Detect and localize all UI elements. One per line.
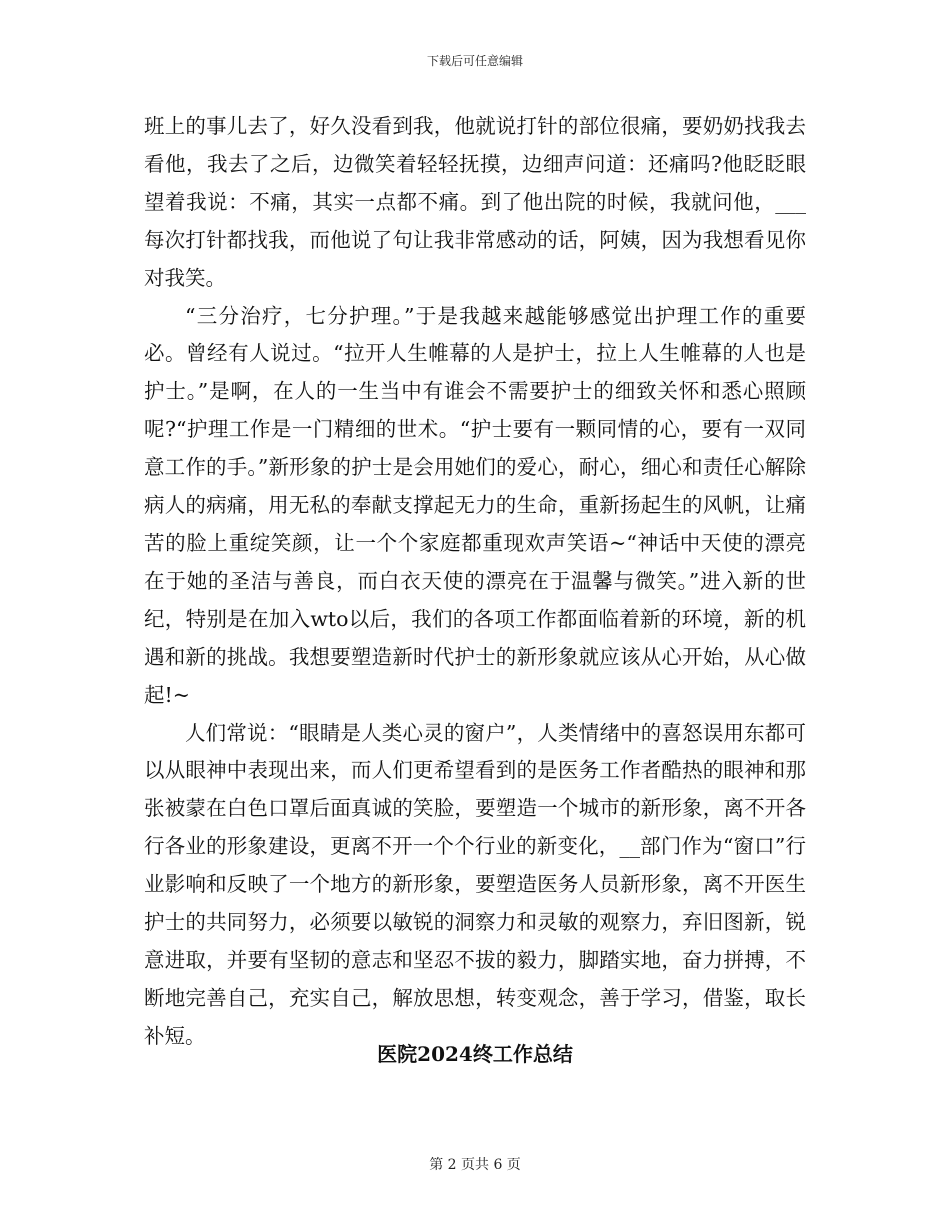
- body-paragraph-3: 人们常说：“眼睛是人类心灵的窗户”，人类情绪中的喜怒误用东都可以从眼神中表现出来，而人们更希望看到的是医务工作者酷热的眼神和那张被蒙在白色口罩后面真诚的笑脸，要塑造一个城市的新形象，离不开各行各业的形象建设，更离不开一个个行业的新变化，__部门作为“窗口”行业影响和反映了一个地方的新形象，要塑造医务人员新形象，离不开医生护士的共同努力，必须要以敏锐的洞察力和灵敏的观察力，弃旧图新，锐意进取，并要有坚韧的意志和坚忍不拔的毅力，脚踏实地，奋力拼搏，不断地完善自己，充实自己，解放思想，转变观念，善于学习，借鉴，取长补短。: [144, 720, 806, 1048]
- body-paragraph-2: “三分治疗，七分护理。”于是我越来越能够感觉出护理工作的重要必。曾经有人说过。“拉开人生帷幕的人是护士，拉上人生帷幕的人也是护士。”是啊，在人的一生当中有谁会不需要护士的细致关怀和悉心照顾呢?“护理工作是一门精细的世术。“护士要有一颗同情的心，要有一双同意工作的手。”新形象的护士是会用她们的爱心，耐心，细心和责任心解除病人的病痛，用无私的奉献支撑起无力的生命，重新扬起生的风帆，让痛苦的脸上重绽笑颜，让一个个家庭都重现欢声笑语~“神话中天使的漂亮在于她的圣洁与善良，而白衣天使的漂亮在于温馨与微笑。”进入新的世纪，特别是在加入wto以后，我们的各项工作都面临着新的环境，新的机遇和新的挑战。我想要塑造新时代护士的新形象就应该从心开始，从心做起!~: [144, 303, 806, 707]
- body-paragraph-1: 班上的事儿去了，好久没看到我，他就说打针的部位很痛，要奶奶找我去看他，我去了之后，边微笑着轻轻抚摸，边细声问道：还痛吗?他眨眨眼望着我说：不痛，其实一点都不痛。到了他出院的时候，我就问他，___每次打针都找我，而他说了句让我非常感动的话，阿姨，因为我想看见你对我笑。: [144, 114, 806, 290]
- page-footer: 第 2 页共 6 页: [429, 1157, 521, 1173]
- document-body: [144, 108, 806, 1056]
- page-header-note: 下载后可任意编辑: [426, 54, 523, 68]
- section-title: 医院2024终工作总结: [377, 1042, 573, 1066]
